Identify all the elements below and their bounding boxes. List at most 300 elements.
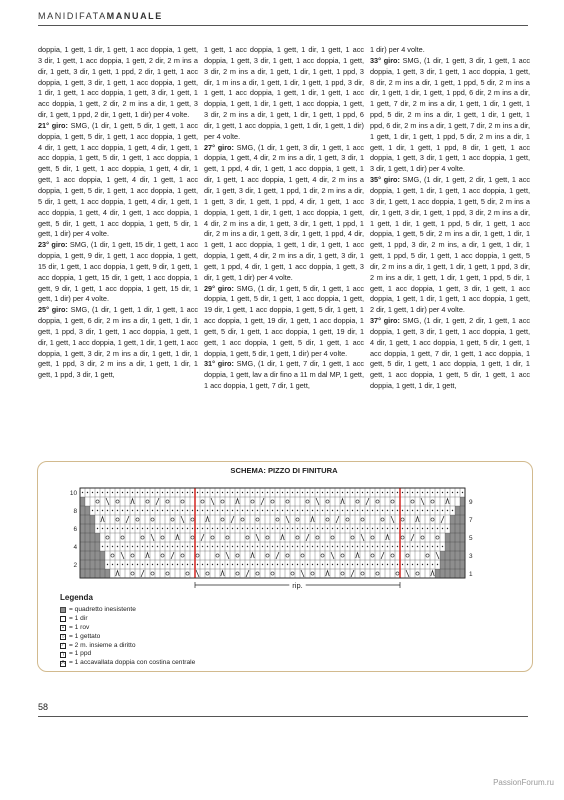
legend-item-text: = 1 gettato xyxy=(69,632,101,640)
purl-stitch-mark xyxy=(132,564,133,565)
purl-stitch-mark xyxy=(437,564,438,565)
purl-stitch-mark xyxy=(402,564,403,565)
purl-stitch-mark xyxy=(297,546,298,547)
purl-stitch-mark xyxy=(107,564,108,565)
legend-item xyxy=(60,624,195,633)
instruction-text: SMG, (1 dir, 1 gett, 5 dir, 1 gett, 1 acc doppia, 1 gett, 5 dir, 1 gett, 1 acc doppia, 1 gett, 4 dir, 1 gett, 1 acc doppia, 1 gett, 4 dir, 1 gett, 1 acc doppia, 1 gett, 5 dir, 1 gett, 1 acc doppia, 1 gett, 5 dir, 1 gett, 1 acc doppia, 1 gett, 4 dir, 1 gett, 1 acc doppia, 1 gett, 4 dir, 1 gett, 1 acc doppia, 1 gett, 5 dir, 1 gett, 1 acc doppia, 1 gett, 5 dir, 1 gett, 1 acc doppia, 1 gett, 4 dir, 1 gett, 1 acc doppia, 1 gett, 4 dir, 1 gett, 1 acc doppia, 1 gett, 5 dir, 1 gett, 1 acc doppia, 1 gett, 5 dir, 1 gett, 1 dir) per 4 volte. xyxy=(38,120,199,239)
purl-stitch-mark xyxy=(112,564,113,565)
purl-stitch-mark xyxy=(372,528,373,529)
purl-stitch-mark xyxy=(227,492,228,493)
purl-stitch-mark xyxy=(217,528,218,529)
purl-stitch-mark xyxy=(372,492,373,493)
missing-stitch-cell xyxy=(95,569,100,578)
purl-stitch-mark xyxy=(172,510,173,511)
purl-stitch-mark xyxy=(192,492,193,493)
purl-stitch-mark xyxy=(322,528,323,529)
purl-stitch-mark xyxy=(452,492,453,493)
missing-stitch-cell xyxy=(80,551,85,560)
purl-stitch-mark xyxy=(232,510,233,511)
purl-stitch-mark xyxy=(112,492,113,493)
magazine-header xyxy=(38,11,163,21)
purl-stitch-mark xyxy=(427,510,428,511)
missing-stitch-cell xyxy=(450,515,455,524)
missing-stitch-cell xyxy=(455,515,460,524)
purl-stitch-mark xyxy=(437,546,438,547)
purl-stitch-mark xyxy=(207,510,208,511)
purl-stitch-mark xyxy=(412,564,413,565)
purl-stitch-mark xyxy=(267,564,268,565)
purl-stitch-mark xyxy=(107,510,108,511)
instruction-text: SMG, (1 dir, 1 gett, 2 dir, 1 gett, 1 acc doppia, 1 gett, 3 dir, 1 gett, 1 acc doppia, 1 gett, 4 dir, 1 gett, 1 acc doppia, 1 gett, 5 dir, 1 gett, 1 acc doppia, 1 gett, 7 dir, 1 gett, 1 acc doppia, 1 gett, 5 dir, 1 gett, 1 acc doppia, 1 gett, 1 dir, 1 gett, 1 acc doppia, 1 gett, 5 dir, 1 gett, 1 acc doppia, 1 gett, 1 dir, 1 gett, xyxy=(370,316,531,391)
purl-stitch-mark xyxy=(277,564,278,565)
purl-stitch-mark xyxy=(442,510,443,511)
purl-stitch-mark xyxy=(352,546,353,547)
instruction-paragraph xyxy=(38,240,198,305)
purl-stitch-mark xyxy=(307,510,308,511)
purl-stitch-mark xyxy=(207,546,208,547)
purl-stitch-mark xyxy=(257,510,258,511)
round-label: 29° giro: xyxy=(204,283,234,293)
purl-stitch-mark xyxy=(417,546,418,547)
purl-stitch-mark xyxy=(317,510,318,511)
instruction-text: SMG, (1 dir, 1 gett, 15 dir, 1 gett, 1 acc doppia, 1 gett, 9 dir, 1 gett, 1 acc doppia, 1 gett, 15 dir, 1 gett, 1 acc doppia, 1 gett, 9 dir, 1 gett, 1 acc doppia, 1 gett, 15 dir, 1 gett, 1 acc doppia, 1 gett, 9 dir, 1 gett, 1 acc doppia, 1 gett, 15 dir, 1 gett, 1 dir) per 4 volte. xyxy=(38,240,198,304)
round-label: 25° giro: xyxy=(38,305,68,315)
purl-stitch-mark xyxy=(217,492,218,493)
purl-stitch-mark xyxy=(432,492,433,493)
missing-stitch-cell xyxy=(85,515,90,524)
purl-stitch-mark xyxy=(432,528,433,529)
missing-stitch-cell xyxy=(105,569,110,578)
purl-stitch-mark xyxy=(292,546,293,547)
missing-stitch-cell xyxy=(80,506,85,515)
purl-stitch-mark xyxy=(272,510,273,511)
purl-stitch-mark xyxy=(407,528,408,529)
knitting-chart xyxy=(60,482,480,592)
missing-stitch-cell xyxy=(80,533,85,542)
purl-stitch-mark xyxy=(397,528,398,529)
purl-stitch-mark xyxy=(317,528,318,529)
purl-stitch-mark xyxy=(162,564,163,565)
row-number-right: 5 xyxy=(469,534,473,542)
purl-stitch-mark xyxy=(132,546,133,547)
purl-stitch-mark xyxy=(447,510,448,511)
missing-stitch-cell xyxy=(80,497,85,506)
purl-stitch-mark xyxy=(427,564,428,565)
purl-stitch-mark xyxy=(332,546,333,547)
purl-stitch-mark xyxy=(107,492,108,493)
purl-stitch-mark xyxy=(227,564,228,565)
purl-stitch-mark xyxy=(102,492,103,493)
missing-stitch-cell xyxy=(80,560,85,569)
text-column xyxy=(38,45,198,447)
missing-stitch-cell xyxy=(460,569,465,578)
purl-stitch-mark xyxy=(197,564,198,565)
purl-stitch-mark xyxy=(127,564,128,565)
purl-stitch-mark xyxy=(322,546,323,547)
purl-stitch-mark xyxy=(372,510,373,511)
missing-stitch-cell xyxy=(460,497,465,506)
purl-stitch-mark xyxy=(392,528,393,529)
purl-stitch-mark xyxy=(347,528,348,529)
purl-stitch-mark xyxy=(337,528,338,529)
purl-stitch-mark xyxy=(272,492,273,493)
missing-stitch-cell xyxy=(100,560,105,569)
purl-stitch-mark xyxy=(442,492,443,493)
purl-stitch-mark xyxy=(392,564,393,565)
missing-stitch-cell xyxy=(450,551,455,560)
missing-stitch-cell xyxy=(450,524,455,533)
purl-stitch-mark xyxy=(337,492,338,493)
missing-stitch-cell xyxy=(455,506,460,515)
purl-stitch-mark xyxy=(422,510,423,511)
purl-stitch-mark xyxy=(287,510,288,511)
purl-stitch-mark xyxy=(327,510,328,511)
purl-stitch-mark xyxy=(302,546,303,547)
purl-stitch-mark xyxy=(382,564,383,565)
purl-stitch-mark xyxy=(437,510,438,511)
purl-stitch-mark xyxy=(137,492,138,493)
purl-stitch-mark xyxy=(117,492,118,493)
missing-stitch-cell xyxy=(460,560,465,569)
missing-stitch-cell xyxy=(90,524,95,533)
purl-stitch-mark xyxy=(267,510,268,511)
purl-stitch-mark xyxy=(222,528,223,529)
purl-stitch-mark xyxy=(217,546,218,547)
purl-stitch-mark xyxy=(212,564,213,565)
brand-light: MANIDIFATA xyxy=(38,11,107,21)
purl-stitch-mark xyxy=(247,492,248,493)
purl-stitch-mark xyxy=(167,528,168,529)
purl-stitch-mark xyxy=(202,510,203,511)
purl-stitch-mark xyxy=(352,492,353,493)
missing-stitch-cell xyxy=(455,533,460,542)
purl-stitch-mark xyxy=(242,492,243,493)
legend-item-text: = 2 m. insieme a diritto xyxy=(69,641,136,649)
purl-stitch-mark xyxy=(337,510,338,511)
purl-stitch-mark xyxy=(257,546,258,547)
row-number-left: 6 xyxy=(73,525,77,533)
purl-stitch-mark xyxy=(182,510,183,511)
purl-stitch-mark xyxy=(117,546,118,547)
purl-stitch-mark xyxy=(377,546,378,547)
missing-stitch-cell xyxy=(95,560,100,569)
purl-stitch-mark xyxy=(282,528,283,529)
round-label: 35° giro: xyxy=(370,175,400,185)
purl-stitch-mark xyxy=(412,510,413,511)
footer-rule xyxy=(38,716,528,717)
purl-stitch-mark xyxy=(342,510,343,511)
purl-stitch-mark xyxy=(407,564,408,565)
purl-stitch-mark xyxy=(147,510,148,511)
purl-stitch-mark xyxy=(197,528,198,529)
purl-stitch-mark xyxy=(162,510,163,511)
purl-stitch-mark xyxy=(297,528,298,529)
purl-stitch-mark xyxy=(357,492,358,493)
purl-stitch-mark xyxy=(82,492,83,493)
purl-stitch-mark xyxy=(192,564,193,565)
watermark: PassionForum.ru xyxy=(493,778,554,787)
row-number-left: 2 xyxy=(73,561,77,569)
purl-stitch-mark xyxy=(402,528,403,529)
missing-stitch-cell xyxy=(100,569,105,578)
missing-stitch-cell xyxy=(440,569,445,578)
purl-stitch-mark xyxy=(432,510,433,511)
row-number-left: 8 xyxy=(73,507,77,515)
missing-stitch-cell xyxy=(460,524,465,533)
purl-stitch-mark xyxy=(452,510,453,511)
legend-item xyxy=(60,615,195,624)
purl-stitch-mark xyxy=(282,510,283,511)
purl-stitch-mark xyxy=(417,528,418,529)
purl-stitch-mark xyxy=(127,510,128,511)
purl-stitch-mark xyxy=(267,492,268,493)
purl-stitch-mark xyxy=(412,528,413,529)
instruction-paragraph xyxy=(38,121,198,240)
purl-stitch-mark xyxy=(257,528,258,529)
purl-stitch-mark xyxy=(207,492,208,493)
purl-stitch-mark xyxy=(372,564,373,565)
missing-stitch-cell xyxy=(455,524,460,533)
purl-stitch-mark xyxy=(92,492,93,493)
purl-stitch-mark xyxy=(182,528,183,529)
purl-stitch-mark xyxy=(417,564,418,565)
instruction-text: SMG, (1 dir, 1 gett, 3 dir, 1 gett, 1 acc doppia, 1 gett, 3 dir, 1 gett, 1 acc doppia, 1 gett, 8 dir, 2 m ins a dir, 1 gett, 1 ppd, 5 dir, 2 m ins a dir, 1 gett, 1 dir, 1 gett, 1 ppd, 6 dir, 2 m ins a dir, 1 gett, 7 dir, 2 m ins a dir, 1 gett, 1 dir, 1 gett, 1 ppd, 5 dir, 2 m ins a dir, 1 gett, 1 dir, 1 gett, 1 ppd, 6 dir, 2 m ins a dir, 1 gett, 7 dir, 2 m ins a dir, 1 gett, 1 dir, 1 gett, 1 ppd, 5 dir, 2 m ins a dir, 1 gett, 1 dir, 1 gett, 1 ppd, 8 dir, 1 gett, 1 acc doppia, 1 gett, 3 dir, 1 gett, 1 acc doppia, 1 gett, 3 dir, 1 gett, 1 dir) per 4 volte. xyxy=(370,55,531,174)
purl-stitch-mark xyxy=(252,528,253,529)
purl-stitch-mark xyxy=(402,492,403,493)
purl-stitch-mark xyxy=(327,528,328,529)
purl-stitch-mark xyxy=(267,528,268,529)
purl-stitch-mark xyxy=(332,528,333,529)
purl-stitch-mark xyxy=(317,492,318,493)
purl-stitch-mark xyxy=(167,492,168,493)
purl-stitch-mark xyxy=(112,546,113,547)
purl-stitch-mark xyxy=(162,492,163,493)
missing-stitch-cell xyxy=(450,533,455,542)
purl-stitch-mark xyxy=(427,492,428,493)
round-label: 21° giro: xyxy=(38,120,68,130)
purl-stitch-mark xyxy=(97,528,98,529)
purl-stitch-mark xyxy=(242,564,243,565)
purl-stitch-mark xyxy=(212,528,213,529)
purl-stitch-mark xyxy=(412,546,413,547)
purl-stitch-mark xyxy=(127,492,128,493)
caret-icon: Λ xyxy=(61,660,65,667)
purl-stitch-mark xyxy=(232,528,233,529)
row-number-right: 7 xyxy=(469,516,473,524)
purl-stitch-mark xyxy=(147,564,148,565)
purl-stitch-mark xyxy=(97,510,98,511)
purl-stitch-mark xyxy=(177,492,178,493)
row-number-left: 10 xyxy=(69,489,77,497)
missing-stitch-cell xyxy=(455,560,460,569)
purl-stitch-mark xyxy=(287,546,288,547)
purl-stitch-mark xyxy=(157,510,158,511)
purl-stitch-mark xyxy=(332,510,333,511)
purl-stitch-mark xyxy=(377,510,378,511)
gray-square-icon xyxy=(60,607,66,613)
purl-stitch-mark xyxy=(277,492,278,493)
purl-stitch-mark xyxy=(267,546,268,547)
purl-stitch-mark xyxy=(202,564,203,565)
purl-stitch-mark xyxy=(242,528,243,529)
purl-stitch-mark xyxy=(227,510,228,511)
circle-square-icon: ○ xyxy=(61,633,65,640)
purl-stitch-mark xyxy=(297,564,298,565)
purl-stitch-mark xyxy=(252,510,253,511)
purl-stitch-mark xyxy=(202,546,203,547)
legend-item xyxy=(60,642,195,651)
purl-stitch-mark xyxy=(317,546,318,547)
purl-stitch-mark xyxy=(397,510,398,511)
purl-stitch-mark xyxy=(157,546,158,547)
purl-stitch-mark xyxy=(147,546,148,547)
purl-stitch-mark xyxy=(167,510,168,511)
purl-stitch-mark xyxy=(142,546,143,547)
schema-title: SCHEMA: PIZZO DI FINITURA xyxy=(230,466,338,475)
purl-stitch-mark xyxy=(382,528,383,529)
purl-stitch-mark xyxy=(387,510,388,511)
purl-stitch-mark xyxy=(197,492,198,493)
purl-stitch-mark xyxy=(212,510,213,511)
missing-stitch-cell xyxy=(95,551,100,560)
purl-stitch-mark xyxy=(182,546,183,547)
purl-stitch-mark xyxy=(272,564,273,565)
purl-stitch-mark xyxy=(197,546,198,547)
purl-stitch-mark xyxy=(142,528,143,529)
purl-stitch-mark xyxy=(102,528,103,529)
purl-stitch-mark xyxy=(417,492,418,493)
purl-stitch-mark xyxy=(407,492,408,493)
purl-stitch-mark xyxy=(442,528,443,529)
purl-stitch-mark xyxy=(257,564,258,565)
instruction-paragraph xyxy=(204,359,364,392)
purl-stitch-mark xyxy=(247,510,248,511)
purl-stitch-mark xyxy=(232,492,233,493)
purl-stitch-mark xyxy=(447,492,448,493)
row-number-right: 1 xyxy=(469,570,473,578)
instruction-paragraph xyxy=(370,56,530,175)
missing-stitch-cell xyxy=(90,533,95,542)
purl-stitch-mark xyxy=(187,564,188,565)
missing-stitch-cell xyxy=(85,542,90,551)
purl-stitch-mark xyxy=(327,492,328,493)
purl-stitch-mark xyxy=(132,492,133,493)
purl-stitch-mark xyxy=(87,492,88,493)
purl-stitch-mark xyxy=(262,492,263,493)
purl-stitch-mark xyxy=(377,492,378,493)
purl-stitch-mark xyxy=(272,546,273,547)
missing-stitch-cell xyxy=(90,569,95,578)
instruction-paragraph xyxy=(38,305,198,381)
purl-stitch-mark xyxy=(357,546,358,547)
purl-stitch-mark xyxy=(342,492,343,493)
purl-stitch-mark xyxy=(252,492,253,493)
repeat-label: rip. xyxy=(292,581,303,590)
purl-stitch-mark xyxy=(127,546,128,547)
purl-stitch-mark xyxy=(292,492,293,493)
dot-square-icon: • xyxy=(60,625,66,631)
missing-stitch-cell xyxy=(85,506,90,515)
purl-stitch-mark xyxy=(237,564,238,565)
legend-item-text: = 1 accavallata doppia con costina centrale xyxy=(69,659,196,667)
purl-stitch-mark xyxy=(102,510,103,511)
purl-stitch-mark xyxy=(302,564,303,565)
purl-stitch-mark xyxy=(177,564,178,565)
purl-stitch-mark xyxy=(387,528,388,529)
purl-stitch-mark xyxy=(247,546,248,547)
purl-stitch-mark xyxy=(97,492,98,493)
purl-stitch-mark xyxy=(337,564,338,565)
purl-stitch-mark xyxy=(442,546,443,547)
missing-stitch-cell xyxy=(460,542,465,551)
purl-stitch-mark xyxy=(347,564,348,565)
instruction-paragraph xyxy=(370,45,530,56)
instruction-text: 1 gett, 1 acc doppia, 1 gett, 1 dir, 1 gett, 1 acc doppia, 1 gett, 3 dir, 1 gett, 1 acc doppia, 1 gett, 3 dir, 2 m ins a dir, 1 gett, 1 dir, 1 gett, 1 ppd, 3 dir, 1 m ins a dir, 1 gett, 1 dir, 1 gett, 1 ppd, 3 dir, 1 gett, 1 acc doppia, 1 gett, 1 dir, 1 gett, 1 acc doppia, 1 gett, 1 dir, 1 gett, 1 acc doppia, 1 gett, 3 dir, 2 m ins a dir, 1 gett, 1 dir, 1 gett, 1 ppd, 6 dir, 1 gett, 1 acc doppia, 1 gett, 1 dir, 1 gett, 1 dir) per 4 volte. xyxy=(204,45,364,141)
purl-stitch-mark xyxy=(427,546,428,547)
purl-stitch-mark xyxy=(207,564,208,565)
row-number-right: 9 xyxy=(469,498,473,506)
purl-stitch-mark xyxy=(112,528,113,529)
purl-stitch-mark xyxy=(242,510,243,511)
purl-stitch-mark xyxy=(362,564,363,565)
purl-stitch-mark xyxy=(397,492,398,493)
missing-stitch-cell xyxy=(445,542,450,551)
purl-stitch-mark xyxy=(172,564,173,565)
purl-stitch-mark xyxy=(152,510,153,511)
round-label: 31° giro: xyxy=(204,359,234,369)
purl-stitch-mark xyxy=(362,510,363,511)
instruction-text: SMG, (1 dir, 1 gett, 1 dir, 1 gett, 1 acc doppia, 1 gett, 6 dir, 2 m ins a dir, 1 gett, 1 dir, 1 gett, 1 ppd, 3 dir, 1 gett, 1 acc doppia, 1 gett, 1 dir, 1 gett, 1 acc doppia, 1 gett, 1 dir, 1 gett, 1 acc doppia, 1 gett, 3 dir, 2 m ins a dir, 1 gett, 1 dir, 1 gett, 1 ppd, 3 dir, 2 m ins a dir, 1 gett, 1 dir, 1 gett, 1 ppd, 3 dir, 1 gett, xyxy=(38,305,199,380)
purl-stitch-mark xyxy=(277,528,278,529)
purl-stitch-mark xyxy=(402,510,403,511)
purl-stitch-mark xyxy=(152,528,153,529)
purl-stitch-mark xyxy=(292,510,293,511)
purl-stitch-mark xyxy=(322,564,323,565)
missing-stitch-cell xyxy=(80,542,85,551)
purl-stitch-mark xyxy=(437,528,438,529)
purl-stitch-mark xyxy=(337,546,338,547)
purl-stitch-mark xyxy=(137,546,138,547)
missing-stitch-cell xyxy=(450,542,455,551)
purl-stitch-mark xyxy=(377,528,378,529)
purl-stitch-mark xyxy=(92,510,93,511)
purl-stitch-mark xyxy=(117,564,118,565)
purl-stitch-mark xyxy=(222,492,223,493)
legend-title: Legenda xyxy=(60,593,93,602)
page-number: 58 xyxy=(38,702,49,712)
purl-stitch-mark xyxy=(147,528,148,529)
purl-stitch-mark xyxy=(227,528,228,529)
missing-stitch-cell xyxy=(455,542,460,551)
purl-stitch-mark xyxy=(157,492,158,493)
purl-stitch-mark xyxy=(352,564,353,565)
purl-stitch-mark xyxy=(122,528,123,529)
purl-stitch-mark xyxy=(137,510,138,511)
purl-stitch-mark xyxy=(222,510,223,511)
purl-stitch-mark xyxy=(357,564,358,565)
purl-stitch-mark xyxy=(277,510,278,511)
purl-stitch-mark xyxy=(262,510,263,511)
slash-left-icon: ∖ xyxy=(61,651,65,658)
purl-stitch-mark xyxy=(182,492,183,493)
purl-stitch-mark xyxy=(232,564,233,565)
purl-stitch-mark xyxy=(187,528,188,529)
purl-stitch-mark xyxy=(397,546,398,547)
purl-stitch-mark xyxy=(277,546,278,547)
missing-stitch-cell xyxy=(80,515,85,524)
purl-stitch-mark xyxy=(242,546,243,547)
legend-item xyxy=(60,606,195,615)
